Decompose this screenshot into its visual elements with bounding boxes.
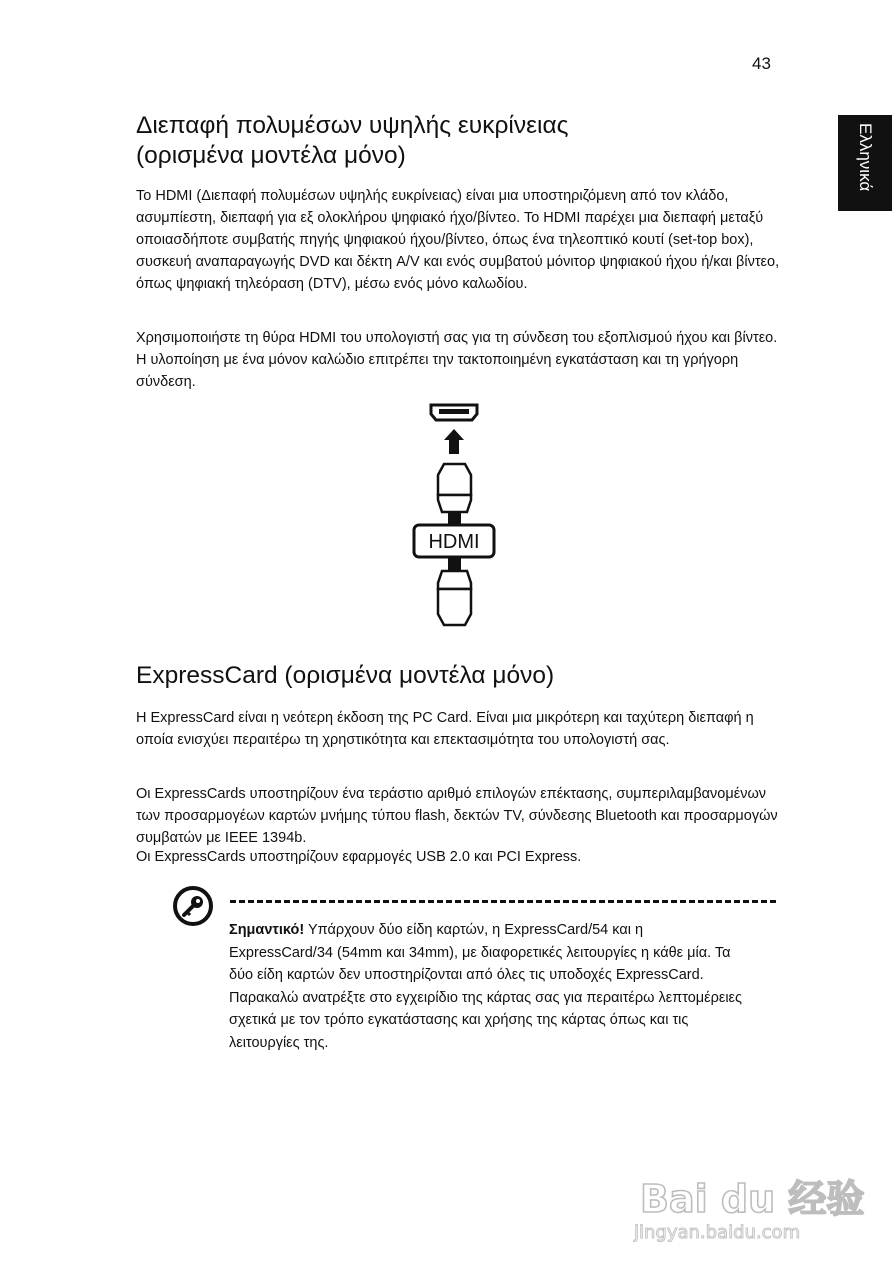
hdmi-label-box bbox=[414, 525, 494, 557]
hdmi-figure bbox=[405, 400, 505, 635]
note-text: Υπάρχουν δύο είδη καρτών, η ExpressCard/54 και η ExpressCard/34 (54mm και 34mm), με διαφορετικές λειτουργίες η κάθε μία. Τα δύο είδη καρτών δεν υποστηρίζονται από όλες τις υποδοχές ExpressCard. Παρακαλώ ανατρέξτε στο εγχειρίδιο της κάρτας σας για περαιτέρω λεπτομέρειες σχετικά με τον τρόπο εγκατάστασης και χρήσης της κάρτας όπως και τις λειτουργίες της. bbox=[229, 922, 743, 1051]
hdmi-label: HDMI bbox=[428, 531, 480, 553]
expresscard-heading: ExpressCard (ορισμένα μοντέλα μόνο) bbox=[136, 662, 555, 689]
note-label: Σημαντικό! bbox=[229, 922, 305, 938]
language-tab bbox=[838, 115, 892, 211]
hdmi-heading-line2: (ορισμένα μοντέλα μόνο) bbox=[136, 142, 406, 169]
watermark-sub: jingyan.baidu.com bbox=[634, 1222, 801, 1243]
expresscard-paragraph-1: Η ExpressCard είναι η νεότερη έκδοση της PC Card. Είναι μια μικρότερη και ταχύτερη διεπαφή η οποία ενισχύει περαιτέρω τη χρηστικότητα και επεκτασιμότητα του υπολογιστή σας. bbox=[136, 710, 754, 748]
important-note-icon bbox=[172, 885, 214, 932]
hdmi-paragraph-2: Χρησιμοποιήστε τη θύρα HDMI του υπολογιστή σας για τη σύνδεση του εξοπλισμού ήχου και βίντεο. Η υλοποίηση με ένα μόνον καλώδιο επιτρέπει την τακτοποιημένη εγκατάσταση και τη γρήγορη σύνδεση. bbox=[136, 330, 778, 390]
watermark-main: Bai du 经验 bbox=[640, 1177, 865, 1221]
hdmi-port-icon bbox=[431, 405, 477, 420]
hdmi-heading bbox=[136, 111, 568, 171]
hdmi-plug-icon bbox=[438, 464, 471, 525]
page-number: 43 bbox=[752, 54, 771, 73]
language-tab-label: Ελληνικά bbox=[856, 123, 875, 192]
important-note bbox=[229, 919, 749, 1054]
up-arrow-icon bbox=[444, 429, 464, 454]
expresscard-paragraph-3: Οι ExpressCards υποστηρίζουν εφαρμογές USB 2.0 και PCI Express. bbox=[136, 849, 582, 865]
expresscard-paragraph-2: Οι ExpressCards υποστηρίζουν ένα τεράστιο αριθμό επιλογών επέκτασης, συμπεριλαμβανομένων των προσαρμογέων καρτών μνήμης τύπου flash, δεκτών TV, σύνδεσης Bluetooth και προσαρμογών συμβατών με IEEE 1394b. bbox=[136, 786, 778, 846]
note-divider bbox=[230, 900, 776, 903]
hdmi-heading-line1: Διεπαφή πολυμέσων υψηλής ευκρίνειας bbox=[136, 112, 569, 139]
hdmi-cable-icon bbox=[438, 557, 471, 625]
hdmi-paragraph-1: Το HDMI (Διεπαφή πολυμέσων υψηλής ευκρίνειας) είναι μια υποστηριζόμενη από τον κλάδο, ασυμπίεστη, διεπαφή για εξ ολοκλήρου ψηφιακό ήχο/βίντεο. Το HDMI παρέχει μια διεπαφή μεταξύ οποιασδήποτε συμβατής πηγής ψηφιακού ήχου/βίντεο, όπως ένα τηλεοπτικό κουτί (set-top box), συσκευή αναπαραγωγής DVD και δέκτη A/V και ενός συμβατού μόνιτορ ψηφιακού ήχου ή/και βίντεο, όπως ψηφιακή τηλεόραση (DTV), μέσω ενός μόνο καλωδίου. bbox=[136, 188, 780, 292]
watermark bbox=[620, 1140, 865, 1250]
